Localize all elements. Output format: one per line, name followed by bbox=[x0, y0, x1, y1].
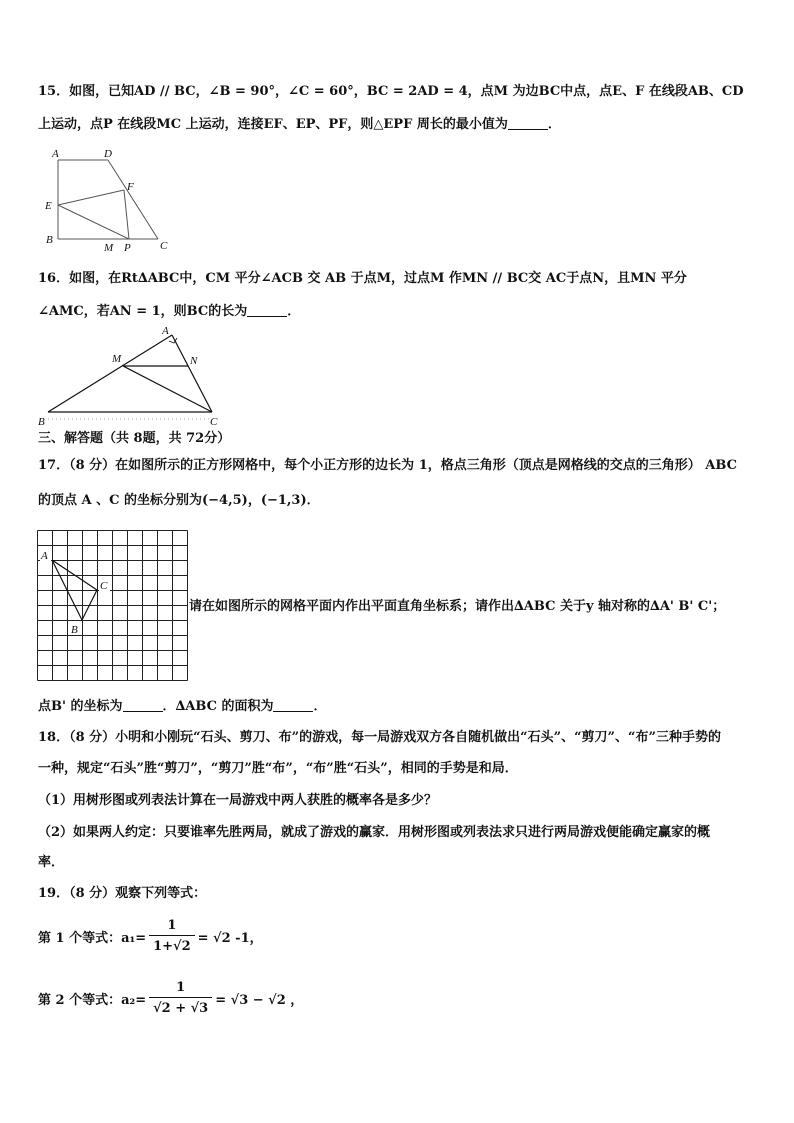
q19-equation-1 bbox=[38, 918, 263, 954]
q15-label-P: P bbox=[124, 242, 131, 254]
q17-line2: 的顶点 A 、C 的坐标分别为(−4,5)，(−1,3)． bbox=[38, 493, 320, 508]
q15-segment-DC bbox=[108, 160, 158, 239]
q15-answer-blank bbox=[508, 117, 548, 130]
section-title: 三、解答题（共 8题，共 72分） bbox=[38, 431, 231, 446]
q15-segment-EF bbox=[58, 190, 124, 205]
q17-side-text: 请在如图所示的网格平面内作出平面直角坐标系；请作出∆ABC 关于y 轴对称的∆A' B' C'； bbox=[189, 599, 726, 614]
q17-label-B: B bbox=[71, 624, 78, 636]
q18-line1: 18．（8 分）小明和小刚玩“石头、剪刀、布”的游戏，每一局游戏双方各自随机做出“石头”、“剪刀”、“布”三种手势的 bbox=[38, 730, 721, 745]
q16-answer-blank bbox=[247, 304, 287, 317]
q19-eq1-prefix: 第 1 个等式：a₁= bbox=[38, 930, 147, 946]
q18-line2: 一种，规定“石头”胜“剪刀”，“剪刀”胜“布”，“布”胜“石头”，相同的手势是和局． bbox=[38, 761, 518, 776]
q17-line3-end: ． bbox=[313, 699, 327, 714]
q15-label-D: D bbox=[104, 148, 112, 160]
q16-line1: 16．如图，在Rt∆ABC中，CM 平分∠ACB 交 AB 于点M，过点M 作MN // BC交 AC于点N，且MN 平分 bbox=[38, 271, 687, 286]
q18-sub1: （1）用树形图或列表法计算在一局游戏中两人获胜的概率各是多少？ bbox=[38, 793, 438, 808]
q15-line2 bbox=[38, 117, 561, 131]
q15-line1: 15．如图，已知AD // BC，∠B = 90°，∠C = 60°，BC = 2AD = 4，点M 为边BC中点，点E、F 在线段AB、CD bbox=[38, 84, 744, 99]
q19-eq2-numerator: 1 bbox=[176, 980, 186, 995]
q16-label-N: N bbox=[190, 355, 198, 367]
q19-eq1-denominator: 1+√2 bbox=[149, 935, 195, 954]
q16-label-A: A bbox=[162, 325, 169, 337]
q17-grid-figure bbox=[37, 530, 189, 682]
q16-label-B: B bbox=[38, 416, 45, 428]
q16-figure bbox=[36, 322, 236, 430]
q17-label-A: A bbox=[41, 550, 48, 562]
q16-segment-AC bbox=[172, 335, 212, 412]
q19-eq1-rhs: = √2 -1， bbox=[197, 930, 263, 946]
q15-label-M: M bbox=[104, 242, 114, 254]
q17-line1: 17．（8 分）在如图所示的正方形网格中，每个小正方形的边长为 1，格点三角形（顶点是网格线的交点的三角形） ABC bbox=[38, 458, 737, 473]
q16-label-M: M bbox=[112, 353, 122, 365]
q16-segment-BA bbox=[48, 335, 172, 412]
q17-line3a: 点B' 的坐标为 bbox=[38, 699, 123, 714]
q19-eq2-prefix: 第 2 个等式：a₂= bbox=[38, 992, 147, 1008]
q15-line2-end: ． bbox=[547, 117, 561, 132]
q15-label-B: B bbox=[46, 234, 53, 246]
q19-line1: 19．（8 分）观察下列等式： bbox=[38, 886, 207, 901]
q19-equation-2 bbox=[38, 980, 303, 1016]
q19-eq1-numerator: 1 bbox=[167, 918, 177, 933]
q16-line2 bbox=[38, 304, 300, 318]
q17-line3 bbox=[38, 699, 327, 713]
q17-answer-blank-2 bbox=[273, 699, 313, 712]
q16-segment-MC bbox=[123, 366, 212, 412]
q17-answer-blank-1 bbox=[123, 699, 163, 712]
q15-label-F: F bbox=[127, 181, 134, 193]
q19-eq2-denominator: √2 + √3 bbox=[149, 997, 212, 1016]
q17-line3b: ．∆ABC 的面积为 bbox=[162, 699, 274, 714]
q16-line2-text: ∠AMC，若AN = 1，则BC的长为 bbox=[38, 304, 248, 319]
q15-label-E: E bbox=[45, 200, 52, 212]
q15-label-C: C bbox=[160, 240, 168, 252]
q15-segment-EP bbox=[58, 205, 129, 239]
q16-label-C: C bbox=[210, 416, 218, 428]
q18-sub2b: 率． bbox=[38, 855, 65, 870]
q19-eq2-rhs: = √3 − √2 ， bbox=[215, 992, 304, 1008]
q19-eq1-fraction bbox=[149, 918, 195, 954]
q15-line2-text: 上运动，点P 在线段MC 上运动，连接EF、EP、PF，则△EPF 周长的最小值为 bbox=[38, 117, 508, 132]
q17-grid bbox=[38, 531, 188, 681]
q17-label-C: C bbox=[100, 580, 108, 592]
q15-segment-FP bbox=[124, 190, 129, 239]
q19-eq2-fraction bbox=[149, 980, 212, 1016]
q15-figure bbox=[38, 145, 178, 255]
q16-line2-end: ． bbox=[287, 304, 301, 319]
q15-label-A: A bbox=[52, 148, 59, 160]
q18-sub2a: （2）如果两人约定：只要谁率先胜两局，就成了游戏的赢家．用树形图或列表法求只进行两局游戏便能确定赢家的概 bbox=[38, 825, 711, 840]
